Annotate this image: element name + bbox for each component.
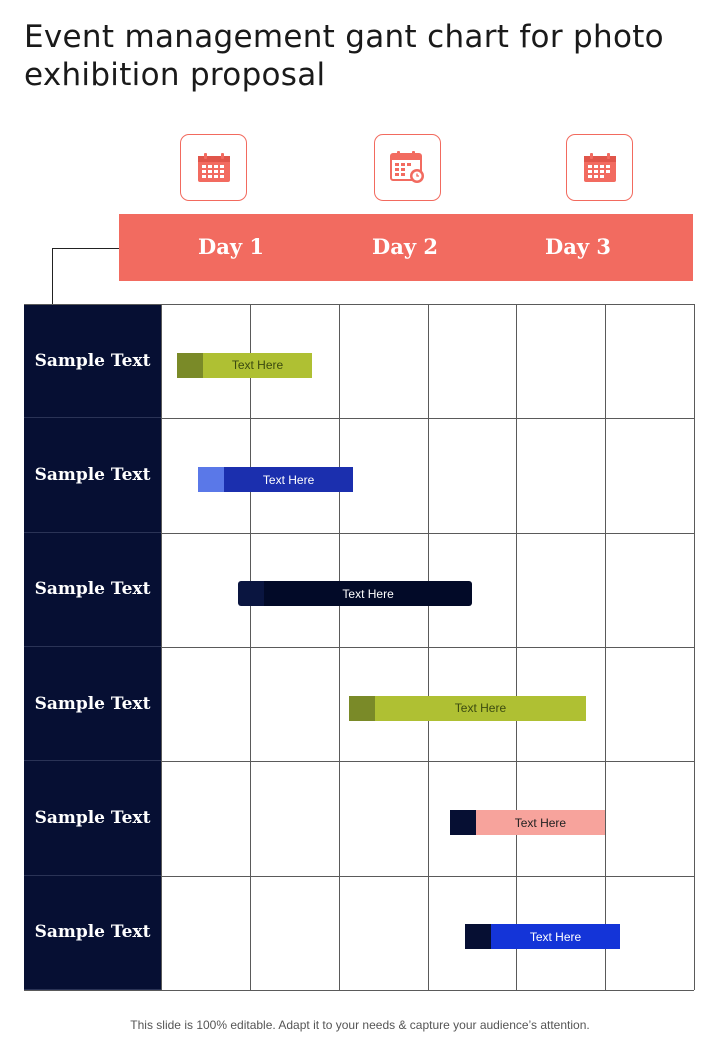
gantt-bar-marker bbox=[450, 810, 476, 835]
connector-line bbox=[52, 248, 119, 249]
grid-col-line bbox=[250, 304, 251, 990]
day-label: Day 1 bbox=[198, 234, 264, 259]
grid-row-line bbox=[24, 990, 694, 991]
gantt-bar[interactable] bbox=[198, 467, 353, 492]
gantt-grid bbox=[24, 304, 694, 990]
gantt-bar-marker bbox=[198, 467, 224, 492]
gantt-bar[interactable] bbox=[465, 924, 620, 949]
gantt-bar-marker bbox=[177, 353, 203, 378]
connector-line bbox=[52, 248, 53, 304]
gantt-bar-label: Text Here bbox=[476, 810, 605, 835]
grid-row-line bbox=[24, 304, 694, 305]
calendar-icon bbox=[583, 153, 617, 183]
gantt-bar[interactable] bbox=[450, 810, 605, 835]
footer-note: This slide is 100% editable. Adapt it to your needs & capture your audience’s attention. bbox=[130, 1018, 590, 1032]
gantt-bar[interactable] bbox=[349, 696, 585, 721]
gantt-bar-marker bbox=[349, 696, 375, 721]
calendar-icon-box bbox=[180, 134, 247, 201]
row-label: Sample Text bbox=[24, 304, 161, 418]
calendar-icon-box bbox=[566, 134, 633, 201]
row-label: Sample Text bbox=[24, 418, 161, 532]
grid-col-line bbox=[516, 304, 517, 990]
grid-col-line bbox=[605, 304, 606, 990]
day-header-band bbox=[119, 214, 693, 281]
day-label: Day 3 bbox=[545, 234, 611, 259]
calendar-clock-icon bbox=[390, 151, 426, 185]
calendar-clock-icon-box bbox=[374, 134, 441, 201]
page-title: Event management gant chart for photo exhibition proposal bbox=[24, 19, 664, 93]
gantt-bar-marker bbox=[465, 924, 491, 949]
row-label: Sample Text bbox=[24, 533, 161, 647]
grid-col-line bbox=[161, 304, 162, 990]
gantt-bar-label: Text Here bbox=[375, 696, 585, 721]
gantt-bar-label: Text Here bbox=[203, 353, 312, 378]
day-label: Day 2 bbox=[372, 234, 438, 259]
row-label: Sample Text bbox=[24, 876, 161, 990]
gantt-bar-marker bbox=[238, 581, 264, 606]
gantt-bar[interactable] bbox=[177, 353, 312, 378]
gantt-bar[interactable] bbox=[238, 581, 472, 606]
grid-col-line bbox=[339, 304, 340, 990]
grid-col-line bbox=[694, 304, 695, 990]
grid-col-line bbox=[428, 304, 429, 990]
gantt-bar-label: Text Here bbox=[491, 924, 620, 949]
gantt-bar-label: Text Here bbox=[264, 581, 472, 606]
gantt-bar-label: Text Here bbox=[224, 467, 353, 492]
row-label: Sample Text bbox=[24, 647, 161, 761]
calendar-icon bbox=[197, 153, 231, 183]
row-label: Sample Text bbox=[24, 761, 161, 875]
